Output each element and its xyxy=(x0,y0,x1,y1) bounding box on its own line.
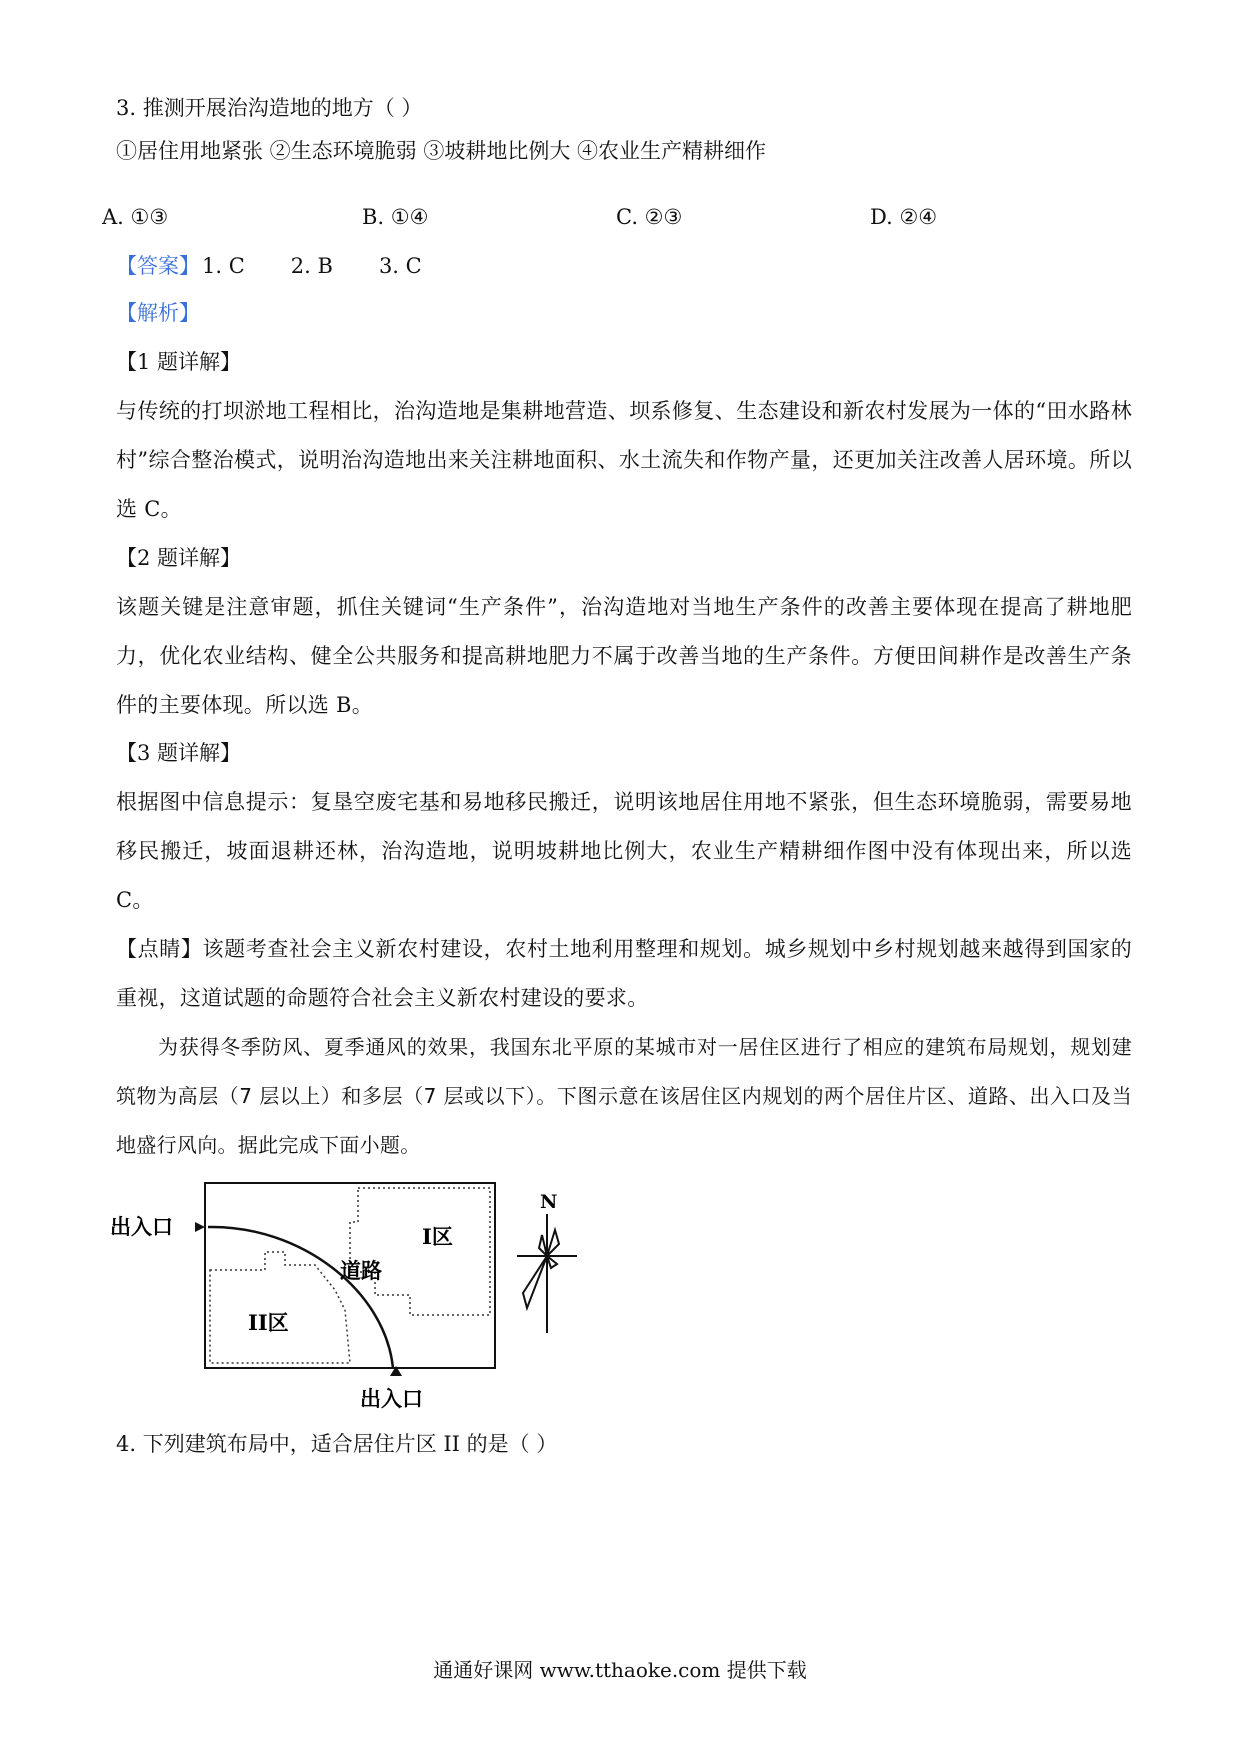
zone-1-label: I区 xyxy=(422,1224,453,1249)
road-label: 道路 xyxy=(340,1259,382,1283)
q3-statements: ①居住用地紧张 ②生态环境脆弱 ③坡耕地比例大 ④农业生产精耕细作 xyxy=(116,139,767,163)
detail3-title: 【3 题详解】 xyxy=(116,741,242,765)
zone-1-outline xyxy=(350,1188,490,1315)
wind-petal-nw xyxy=(539,1235,547,1256)
analysis-label: 【解析】 xyxy=(116,301,200,325)
answer-line xyxy=(116,252,1128,280)
answer-item-2: 2. B xyxy=(290,254,333,278)
north-label: N xyxy=(540,1191,558,1213)
zone-2-label: II区 xyxy=(248,1310,289,1335)
wind-petal-ne xyxy=(547,1230,559,1256)
q4-stem: 4. 下列建筑布局中，适合居住片区 II 的是（ ） xyxy=(116,1432,558,1456)
q3-option-a: A. ①③ xyxy=(102,205,169,229)
dianjing-paragraph xyxy=(116,925,1132,1023)
detail2-title: 【2 题详解】 xyxy=(116,546,242,570)
detail1-text: 与传统的打坝淤地工程相比，治沟造地是集耕地营造、坝系修复、生态建设和新农村发展为一体的“田水路林村”综合整治模式，说明治沟造地出来关注耕地面积、水土流失和作物产量，还更加关注改善人居环境。所以选 C。 xyxy=(116,399,1132,521)
wind-rose-compass xyxy=(515,1190,585,1340)
answer-item-3: 3. C xyxy=(378,254,422,278)
detail3-text: 根据图中信息提示：复垦空废宅基和易地移民搬迁，说明该地居住用地不紧张，但生态环境脆弱，需要易地移民搬迁，坡面退耕还林，治沟造地，说明坡耕地比例大，农业生产精耕细作图中没有体现出来，所以选 C。 xyxy=(116,790,1132,912)
q3-option-c: C. ②③ xyxy=(616,205,683,229)
road-curve xyxy=(208,1227,393,1368)
entrance-top-arrow xyxy=(195,1222,205,1232)
wind-petal-se xyxy=(547,1256,557,1268)
dianjing-label: 【点睛】 xyxy=(116,937,203,961)
zone-2-outline xyxy=(210,1252,350,1363)
intro-paragraph: 为获得冬季防风、夏季通风的效果，我国东北平原的某城市对一居住区进行了相应的建筑布局规划，规划建筑物为高层（7 层以上）和多层（7 层或以下）。下图示意在该居住区内规划的两个居住片区、道路、出入口及当地盛行风向。据此完成下面小题。 xyxy=(116,1035,1132,1157)
detail2-text: 该题关键是注意审题，抓住关键词“生产条件”，治沟造地对当地生产条件的改善主要体现在提高了耕地肥力，优化农业结构、健全公共服务和提高耕地肥力不属于改善当地的生产条件。方便田间耕作是改善生产条件的主要体现。所以选 B。 xyxy=(116,595,1132,717)
dianjing-text: 该题考查社会主义新农村建设，农村土地利用整理和规划。城乡规划中乡村规划越来越得到国家的重视，这道试题的命题符合社会主义新农村建设的要求。 xyxy=(116,937,1132,1010)
answer-label: 【答案】 xyxy=(116,254,200,278)
footer-text: 通通好课网 www.tthaoke.com 提供下载 xyxy=(433,1658,807,1682)
q3-option-b: B. ①④ xyxy=(362,205,429,229)
entrance-top-label: 出入口 xyxy=(110,1215,173,1239)
detail1-title: 【1 题详解】 xyxy=(116,350,242,374)
q3-stem: 3. 推测开展治沟造地的地方（ ） xyxy=(116,96,423,120)
entrance-bottom-label: 出入口 xyxy=(360,1387,423,1411)
wind-petal-sw xyxy=(523,1256,547,1308)
q3-option-d: D. ②④ xyxy=(870,205,938,229)
answer-item-1: 1. C xyxy=(202,254,245,278)
